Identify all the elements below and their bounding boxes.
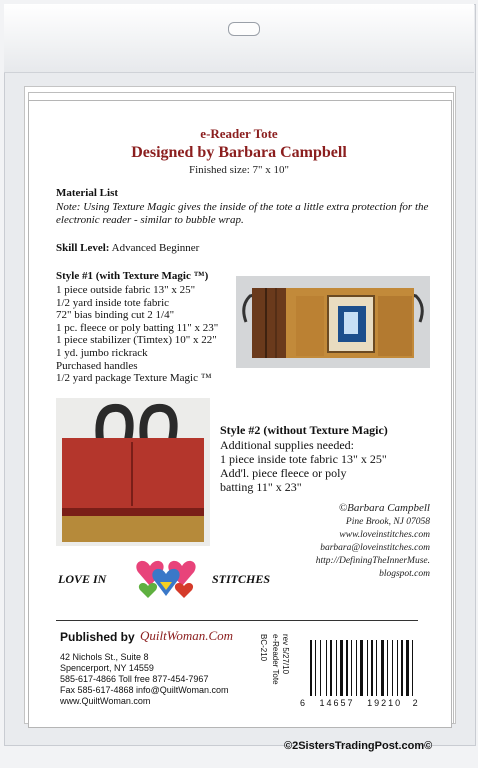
- barcode-bar: [330, 640, 332, 696]
- style1-supply-list: [56, 284, 218, 385]
- quiltwoman-logo: QuiltWoman.Com: [140, 628, 234, 643]
- material-list-heading: Material List: [56, 187, 119, 199]
- barcode-bar: [381, 640, 384, 696]
- publisher-website[interactable]: www.QuiltWoman.com: [60, 696, 151, 706]
- brand-text-left: LOVE IN: [58, 572, 107, 586]
- supply-item: Purchased handles: [56, 359, 138, 372]
- supply-item: 72" bias binding cut 2 1/4": [56, 309, 175, 322]
- barcode-bar: [346, 640, 348, 696]
- divider: [56, 620, 418, 621]
- material-note: Note: Using Texture Magic gives the inside of the tote a little extra protection for the electronic reader - similar to bubble wrap.: [56, 201, 429, 226]
- finished-size: Finished size: 7" x 10": [188, 164, 290, 176]
- upc-digits-group1: 14657: [319, 698, 355, 708]
- barcode-bar: [351, 640, 352, 696]
- email[interactable]: barbara@loveinstitches.com: [320, 543, 430, 553]
- designer-line: Designed by Barbara Campbell: [131, 144, 347, 161]
- product-code: BC-210: [259, 634, 268, 662]
- style1-heading: Style #1 (with Texture Magic ™): [56, 270, 209, 282]
- supply-line: Additional supplies needed:: [220, 438, 354, 452]
- phone-line: 585-617-4866 Toll free 877-454-7967: [60, 674, 209, 684]
- supply-line: 1 piece inside tote fabric 13" x 25": [220, 452, 387, 466]
- hang-hole: [228, 22, 260, 36]
- publisher-address: [60, 652, 229, 707]
- photo-open-tote: [236, 276, 430, 368]
- copyright: ©Barbara Campbell: [338, 502, 430, 514]
- barcode-bar: [340, 640, 343, 696]
- barcode-bar: [326, 640, 327, 696]
- barcode-bar: [371, 640, 373, 696]
- upc-digits: [300, 698, 440, 708]
- upc-digit-right: 2: [412, 698, 418, 708]
- fax-email-line: Fax 585-617-4868 info@QuiltWoman.com: [60, 685, 229, 695]
- brand-text-right: STITCHES: [212, 572, 271, 586]
- barcode-bar: [392, 640, 393, 696]
- style2-supply-list: [220, 438, 387, 494]
- published-by-label: Published by: [60, 630, 135, 644]
- blog-url[interactable]: http://DefiningTheInnerMuse.: [315, 556, 430, 566]
- skill-level-label: Skill Level:: [56, 242, 110, 254]
- barcode-bar: [367, 640, 368, 696]
- photo-red-tote: [56, 398, 210, 546]
- barcode-bar: [412, 640, 413, 696]
- product-name: e-Reader Tote: [271, 634, 280, 685]
- upc-digits-group2: 19210: [367, 698, 403, 708]
- upc-digit-left: 6: [300, 698, 306, 708]
- barcode-bar: [406, 640, 409, 696]
- barcode-bar: [356, 640, 357, 696]
- website[interactable]: www.loveinstitches.com: [339, 530, 430, 540]
- barcode-bar: [336, 640, 337, 696]
- skill-level-value: Advanced Beginner: [111, 242, 200, 254]
- supply-line: batting 11" x 23": [220, 480, 302, 494]
- barcode-bar: [360, 640, 363, 696]
- blog-url-continued: blogspot.com: [379, 569, 430, 579]
- barcode-bar: [376, 640, 377, 696]
- hearts-logo-icon: [130, 556, 204, 611]
- skill-level: [56, 242, 199, 255]
- barcode-bar: [310, 640, 312, 696]
- product-revision: rev 5/27/10: [281, 634, 290, 675]
- style2-heading: Style #2 (without Texture Magic): [220, 423, 388, 437]
- upc-barcode: [308, 640, 436, 696]
- designer-location: Pine Brook, NJ 07058: [345, 517, 430, 527]
- supply-line: Add'l. piece fleece or poly: [220, 466, 347, 480]
- bag-header: [4, 4, 474, 73]
- supply-item: 1 yd. jumbo rickrack: [56, 346, 148, 359]
- supply-item: 1/2 yard inside tote fabric: [56, 296, 170, 309]
- watermark: ©2SistersTradingPost.com©: [284, 740, 433, 752]
- supply-item: 1 piece stabilizer (Timtex) 10" x 22": [56, 334, 217, 347]
- pattern-title: e-Reader Tote: [200, 126, 278, 141]
- barcode-bar: [320, 640, 321, 696]
- address-line: Spencerport, NY 14559: [60, 663, 154, 673]
- barcode-bar: [315, 640, 316, 696]
- address-line: 42 Nichols St., Suite 8: [60, 652, 149, 662]
- supply-item: 1/2 yard package Texture Magic ™: [56, 372, 212, 385]
- barcode-bar: [397, 640, 398, 696]
- barcode-bar: [401, 640, 403, 696]
- supply-item: 1 piece outside fabric 13" x 25": [56, 284, 196, 296]
- supply-item: 1 pc. fleece or poly batting 11" x 23": [56, 321, 219, 334]
- barcode-bar: [387, 640, 388, 696]
